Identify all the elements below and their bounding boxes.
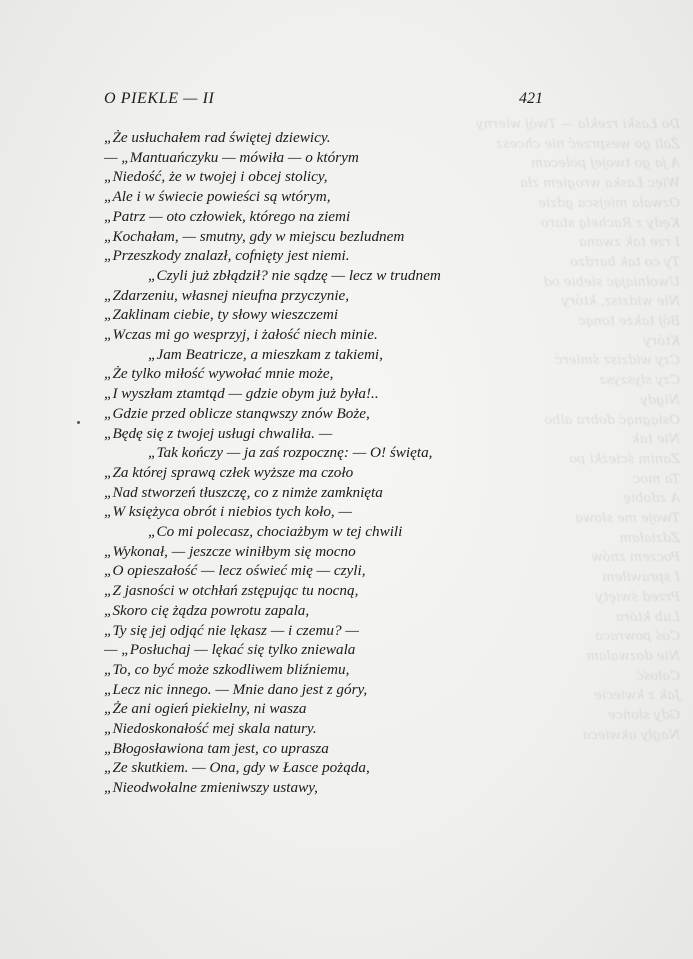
verse-line: „Przeszkody znalazł, cofnięty jest niemi. bbox=[104, 247, 350, 265]
verse-line: „Niedoskonałość mej skala natury. bbox=[104, 720, 317, 737]
running-header bbox=[104, 90, 543, 112]
verse-line: „Ty się jej odjąć nie lękasz — i czemu? — bbox=[104, 621, 359, 639]
verse-line: „To, co być może szkodliwem bliźniemu, bbox=[104, 660, 350, 678]
verse-line: „Ze skutkiem. — Ona, gdy w Łasce pożąda, bbox=[104, 759, 370, 777]
verse-line: „Że ani ogień piekielny, ni wasza bbox=[104, 700, 307, 718]
verse-line: „Skoro cię żądza powrotu zapala, bbox=[104, 601, 310, 619]
verse-line: „Co mi polecasz, chociażbym w tej chwili bbox=[148, 523, 403, 540]
verse-line: „Z jasności w otchłań zstępując tu nocną, bbox=[104, 582, 359, 600]
verse-line: „Wykonał, — jeszcze winiłbym się mocno bbox=[104, 542, 356, 560]
verse-line: „Patrz — oto człowiek, którego na ziemi bbox=[104, 207, 351, 225]
verse-line: „I wyszłam ztamtąd — gdzie obym już była!.. bbox=[104, 385, 379, 403]
verse-line: „Ale i w świecie powieści są wtórym, bbox=[104, 188, 331, 206]
verse-line: „Że usłuchałem rad świętej dziewicy. bbox=[104, 129, 331, 146]
verse-line: „Tak kończy — ja zaś rozpocznę: — O! święta, bbox=[148, 444, 433, 462]
verse-line: „Lecz nic innego. — Mnie dano jest z góry, bbox=[104, 680, 368, 698]
page-number: 421 bbox=[519, 90, 543, 107]
verse-line: „Zaklinam ciebie, ty słowy wieszczemi bbox=[104, 306, 339, 324]
verse-line: „Czyli już zbłądził? nie sądzę — lecz w trudnem bbox=[148, 266, 441, 284]
verse-line: „W księżyca obrót i niebios tych koło, — bbox=[104, 503, 353, 521]
verse-line: „O opieszałość — lecz oświeć mię — czyli, bbox=[104, 562, 366, 580]
verse-line: „Gdzie przed oblicze stanąwszy znów Boże, bbox=[104, 404, 370, 422]
verse-line: „Za której sprawą człek wyższe ma czoło bbox=[104, 463, 354, 481]
verse-line: — „Posłuchaj — lękać się tylko zniewala bbox=[104, 641, 356, 659]
chapter-title: O PIEKLE — II bbox=[104, 90, 215, 107]
ink-speck bbox=[77, 421, 80, 424]
verse-line: „Niedość, że w twojej i obcej stolicy, bbox=[104, 168, 328, 186]
verse-line: „Kochałam, — smutny, gdy w miejscu bezludnem bbox=[104, 227, 405, 245]
verse-line: „Jam Beatricze, a mieszkam z takiemi, bbox=[148, 345, 383, 363]
verse-line: „Błogosławiona tam jest, co uprasza bbox=[104, 739, 329, 757]
verse-line: „Zdarzeniu, własnej nieufna przyczynie, bbox=[104, 286, 350, 304]
verse-line: „Nad stworzeń tłuszczę, co z nimże zamknięta bbox=[104, 483, 383, 501]
verse-line: „Będę się z twojej usługi chwaliła. — bbox=[104, 424, 333, 442]
show-through-text: Do Łaski rzekła — Twój wierny Żali go wesprzeć nie chcesz A ja go twojej polecam Więc Łaska wrogiem zła Ozwała miejsca gdzie Kędy z Rachelą staro I rze tak zwana Ty co tak bardzo Uwolniając siebie od Nie widzisz, który Bój także tonąc Który Czy widzisz śmierć Czy słyszysz Nigdy Osiągnąć dobra albo Nie tak Zanim ścieżki po Ta moc A zdobię Twoje me słowa Zdziałam Poczem znów I sprawiłem Przed święty Lub która Coś powraca Nie dozwalam Całość Jak z kwiecie Gdy słońce Nagły ukwieca bbox=[476, 117, 680, 743]
verse-line: „Wczas mi go wesprzyj, i żałość niech minie. bbox=[104, 326, 378, 343]
verse-line: „Że tylko miłość wywołać mnie może, bbox=[104, 365, 334, 383]
verse-line: — „Mantuańczyku — mówiła — o którym bbox=[104, 148, 359, 166]
verse-line: „Nieodwołalne zmieniwszy ustawy, bbox=[104, 779, 318, 797]
